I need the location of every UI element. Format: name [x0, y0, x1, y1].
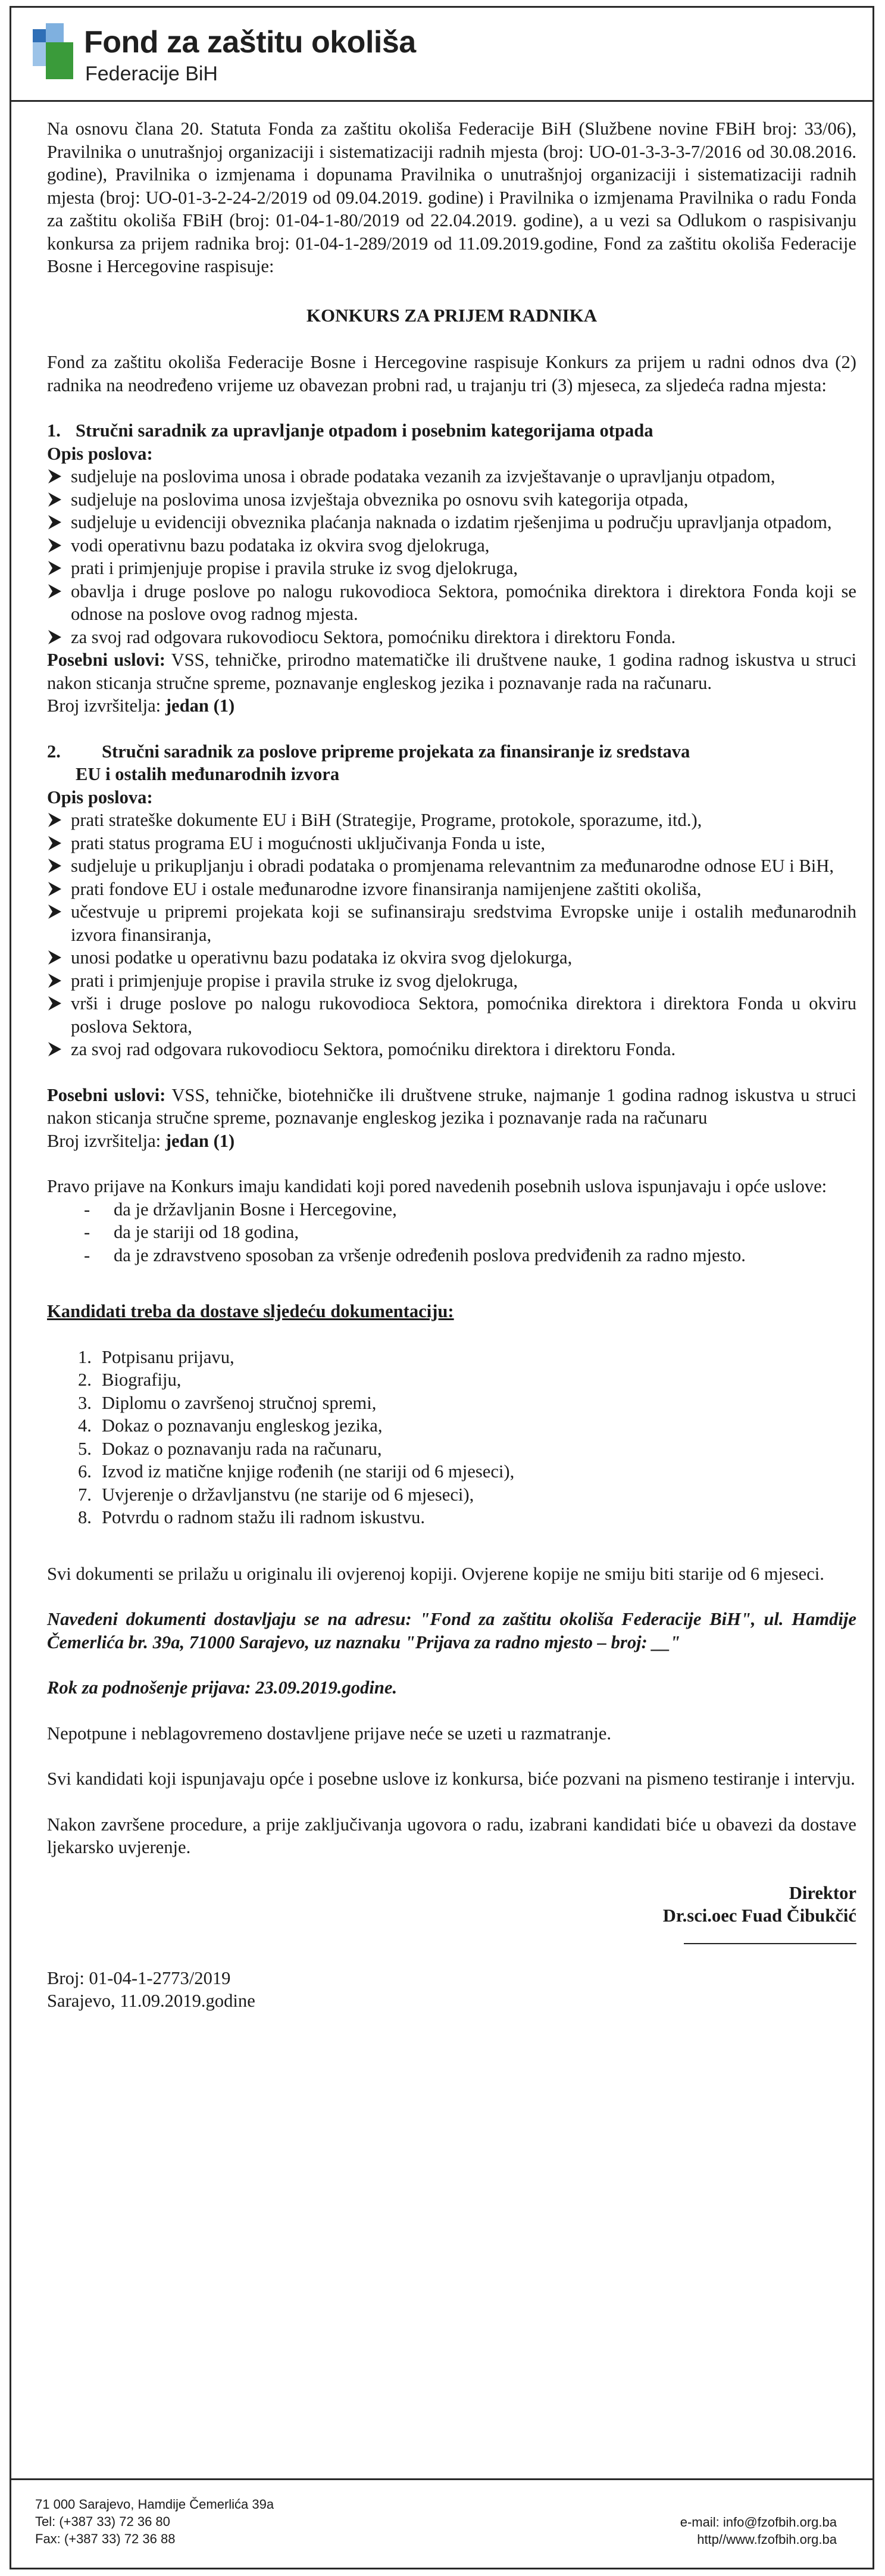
list-item-text: Dokaz o poznavanju engleskog jezika,: [102, 1415, 383, 1436]
list-item: [84, 1244, 856, 1267]
copies-note: Svi dokumenti se prilažu u originalu ili ovjerenoj kopiji. Ovjerene kopije ne smiju biti starije od 6 mjeseci.: [47, 1563, 824, 1584]
list-item-text: Potpisanu prijavu,: [102, 1346, 234, 1367]
list-number: 4.: [78, 1415, 92, 1436]
section-2-duties-list: [47, 809, 856, 1061]
list-item-text: Biografiju,: [102, 1370, 182, 1390]
list-number: 8.: [78, 1507, 92, 1527]
list-item: [47, 900, 856, 946]
section-1-heading: 1. Stručni saradnik za upravljanje otpadom i posebnim kategorijama otpada: [47, 420, 653, 441]
document-frame: [10, 6, 874, 2569]
list-item: [47, 557, 856, 580]
list-item-text: vrši i druge poslove po nalogu rukovodioca Sektora, pomoćnika direktora i direktora Fonda u okviru poslova Sektora,: [71, 993, 856, 1037]
footer-web[interactable]: http//www.fzofbih.org.ba: [697, 2532, 837, 2547]
footer-tel: Tel: (+387 33) 72 36 80: [35, 2514, 170, 2529]
reference-place-date: Sarajevo, 11.09.2019.godine: [47, 1991, 255, 2011]
arrow-bullet-icon: [47, 857, 62, 875]
section-1-duties-label: Opis poslova:: [47, 443, 153, 464]
list-item-text: sudjeluje na poslovima unosa izvještaja obveznika po osnovu svih kategorija otpada,: [71, 489, 689, 510]
signature-line: [684, 1936, 856, 1944]
arrow-bullet-icon: [47, 949, 62, 966]
arrow-bullet-icon: [47, 491, 62, 509]
document-title: KONKURS ZA PRIJEM RADNIKA: [306, 304, 598, 326]
list-item-text: sudjeluje na poslovima unosa i obrade podataka vezanih za izvještavanje o upravljanju otpadom,: [71, 466, 775, 486]
letterhead-subtitle: Federacije BiH: [85, 63, 218, 85]
dash-bullet: -: [84, 1245, 90, 1265]
section-2-heading: 2. Stručni saradnik za poslove pripreme projekata za finansiranje iz sredstava: [47, 741, 690, 762]
dash-bullet: -: [84, 1222, 90, 1242]
list-item-text: unosi podatke u operativnu bazu podataka iz okvira svog djelokurga,: [71, 947, 573, 968]
list-item: [84, 1198, 856, 1221]
signature-role: Direktor: [789, 1882, 856, 1903]
letterhead: [11, 8, 873, 102]
list-item-text: prati status programa EU i mogućnosti uključivanja Fonda u iste,: [71, 832, 545, 853]
list-item: [78, 1346, 856, 1369]
list-item-text: prati i primjenjuje propise i pravila struke iz svog djelokruga,: [71, 970, 518, 991]
list-item: [47, 580, 856, 626]
arrow-bullet-icon: [47, 582, 62, 600]
list-item-text: za svoj rad odgovara rukovodiocu Sektora, pomoćniku direktora i direktoru Fonda.: [71, 626, 676, 647]
list-number: 1.: [78, 1346, 92, 1367]
list-item-text: Dokaz o poznavanju rada na računaru,: [102, 1438, 382, 1459]
list-item: [78, 1414, 856, 1437]
list-item-text: Potvrdu o radnom stažu ili radnom iskustvu.: [102, 1507, 425, 1527]
list-item: [47, 832, 856, 855]
section-1-count: Broj izvršitelja: jedan (1): [47, 696, 235, 716]
list-item: [47, 969, 856, 993]
section-2-conditions: Posebni uslovi: VSS, tehničke, biotehničke ili društvene struke, najmanje 1 godina radnog iskustva u struci nakon sticanja stručne spreme, poznavanje engleskog jezika i poznavanje rada na računaru: [47, 1084, 856, 1128]
list-item: [47, 488, 856, 512]
medical-note: Nakon završene procedure, a prije zaključivanja ugovora o radu, izabrani kandidati biće u obavezi da dostave ljekarsko uvjerenje.: [47, 1814, 856, 1857]
list-item: [47, 534, 856, 557]
list-item: [47, 465, 856, 488]
list-item-text: Diplomu o završenoj stručnoj spremi,: [102, 1392, 377, 1413]
footer-address: 71 000 Sarajevo, Hamdije Čemerlića 39a: [35, 2497, 274, 2512]
list-item: [78, 1506, 856, 1529]
incomplete-note: Nepotpune i neblagovremeno dostavljene prijave neće se uzeti u razmatranje.: [47, 1723, 612, 1744]
list-item: [47, 992, 856, 1038]
letterhead-title: Fond za zaštitu okoliša: [84, 25, 416, 60]
list-item-text: prati fondove EU i ostale međunarodne izvore finansiranja namijenjene zaštiti okoliša,: [71, 878, 702, 899]
section-2-duties-label: Opis poslova:: [47, 787, 153, 807]
list-item: [47, 626, 856, 649]
list-item: [47, 878, 856, 901]
list-item-text: sudjeluje u evidenciji obveznika plaćanja naknada o izdatim rješenjima u području upravljanja otpadom,: [71, 512, 832, 532]
list-item: [47, 854, 856, 878]
footer-contact: [35, 2496, 274, 2547]
list-item-text: sudjeluje u prikupljanju i obradi podataka o promjenama relevantnim za međunarodne odnose EU i BiH,: [71, 856, 834, 876]
arrow-bullet-icon: [47, 1040, 62, 1058]
list-item: [47, 1038, 856, 1061]
list-item-text: da je stariji od 18 godina,: [114, 1222, 299, 1242]
section-2-count: Broj izvršitelja: jedan (1): [47, 1130, 235, 1151]
arrow-bullet-icon: [47, 467, 62, 485]
arrow-bullet-icon: [47, 628, 62, 646]
lead-paragraph: Fond za zaštitu okoliša Federacije Bosne i Hercegovine raspisuje Konkurs za prijem u radni odnos dva (2) radnika na neodređeno vrijeme uz obavezan probni rad, u trajanju tri (3) mjeseca, za sljedeća radna mjesta:: [47, 352, 856, 395]
list-number: 5.: [78, 1438, 92, 1459]
list-item-text: za svoj rad odgovara rukovodiocu Sektora, pomoćniku direktora i direktoru Fonda.: [71, 1039, 676, 1059]
documents-list: [47, 1346, 856, 1529]
list-item-text: obavlja i druge poslove po nalogu rukovodioca Sektora, pomoćnika direktora i direktora Fonda koji se odnose na poslove ovog radnog mjesta.: [71, 581, 856, 624]
list-item-text: Uvjerenje o državljanstvu (ne starije od 6 mjeseci),: [102, 1484, 474, 1505]
list-item-text: vodi operativnu bazu podataka iz okvira svog djelokruga,: [71, 535, 490, 556]
reference-number: Broj: 01-04-1-2773/2019: [47, 1967, 231, 1988]
list-item-text: prati strateške dokumente EU i BiH (Strategije, Programe, protokole, sporazume, itd.),: [71, 810, 702, 830]
signature-name: Dr.sci.oec Fuad Čibukčić: [662, 1906, 856, 1926]
section-1-conditions: Posebni uslovi: VSS, tehničke, prirodno matematičke ili društvene nauke, 1 godina radnog iskustva u struci nakon sticanja stručne spreme, poznavanje engleskog jezika i poznavanje rada na računaru.: [47, 650, 856, 693]
arrow-bullet-icon: [47, 513, 62, 531]
section-1-duties-list: [47, 465, 856, 648]
documents-heading: Kandidati treba da dostave sljedeću dokumentaciju:: [47, 1301, 454, 1321]
general-conditions-text: Pravo prijave na Konkurs imaju kandidati koji pored navedenih posebnih uslova ispunjavaju i opće uslove:: [47, 1176, 827, 1196]
list-item: [78, 1437, 856, 1461]
list-number: 3.: [78, 1392, 92, 1413]
list-item: [78, 1368, 856, 1392]
list-item-text: prati i primjenjuje propise i pravila struke iz svog djelokruga,: [71, 558, 518, 578]
list-number: 7.: [78, 1484, 92, 1505]
fond-logo: [33, 23, 73, 83]
arrow-bullet-icon: [47, 559, 62, 577]
list-item: [78, 1392, 856, 1415]
general-conditions-list: [47, 1198, 856, 1267]
arrow-bullet-icon: [47, 994, 62, 1012]
arrow-bullet-icon: [47, 972, 62, 990]
letterhead-footer: [11, 2478, 873, 2568]
list-item-text: učestvuje u pripremi projekata koji se sufinansiraju sredstvima Evropske unije i ostalih međunarodnih izvora finansiranja,: [71, 902, 856, 945]
arrow-bullet-icon: [47, 880, 62, 898]
address-note: Navedeni dokumenti dostavljaju se na adresu: "Fond za zaštitu okoliša Federacije BiH", ul. Hamdije Čemerlića br. 39a, 71000 Sarajevo, uz naznaku "Prijava za radno mjesto – broj: __": [47, 1609, 856, 1652]
list-item-text: Izvod iz matične knjige rođenih (ne stariji od 6 mjeseci),: [102, 1461, 515, 1482]
list-number: 2.: [78, 1370, 92, 1390]
footer-fax: Fax: (+387 33) 72 36 88: [35, 2531, 176, 2546]
testing-note: Svi kandidati koji ispunjavaju opće i posebne uslove iz konkursa, biće pozvani na pismeno testiranje i intervju.: [47, 1769, 855, 1789]
list-item: [78, 1483, 856, 1507]
footer-online: [680, 2513, 837, 2548]
section-2-heading-cont: EU i ostalih međunarodnih izvora: [76, 764, 340, 784]
document-body: [47, 117, 856, 2013]
dash-bullet: -: [84, 1199, 90, 1220]
footer-email[interactable]: e-mail: info@fzofbih.org.ba: [680, 2515, 837, 2530]
list-item-text: da je državljanin Bosne i Hercegovine,: [114, 1199, 397, 1220]
list-item: [47, 946, 856, 969]
arrow-bullet-icon: [47, 537, 62, 554]
arrow-bullet-icon: [47, 834, 62, 852]
list-number: 6.: [78, 1461, 92, 1482]
list-item: [47, 809, 856, 832]
arrow-bullet-icon: [47, 811, 62, 829]
arrow-bullet-icon: [47, 903, 62, 921]
list-item: [78, 1460, 856, 1483]
list-item: [84, 1221, 856, 1244]
list-item-text: da je zdravstveno sposoban za vršenje određenih poslova predviđenih za radno mjesto.: [114, 1245, 746, 1265]
deadline-note: Rok za podnošenje prijava: 23.09.2019.godine.: [47, 1677, 398, 1698]
list-item: [47, 511, 856, 534]
intro-paragraph: Na osnovu člana 20. Statuta Fonda za zaštitu okoliša Federacije BiH (Službene novine FBiH broj: 33/06), Pravilnika o unutrašnjoj organizaciji i sistematizaciji radnih mjesta (broj: UO-01-3-3-3-7/2016 od 30.08.2016. godine), Pravilnika o izmjenama i dopunama Pravilnika o unutrašnjoj organizaciji i sistematizaciji radnih mjesta (broj: UO-01-3-2-24-2/2019 od 09.04.2019. godine) i Pravilnika o izmjenama Pravilnika o radu Fonda za zaštitu okoliša FBiH (broj: 01-04-1-80/2019 od 22.04.2019. godine), a u vezi sa Odlukom o raspisivanju konkursa za prijem radnika broj: 01-04-1-289/2019 od 11.09.2019.godine, Fond za zaštitu okoliša Federacije Bosne i Hercegovine raspisuje:: [47, 118, 856, 276]
